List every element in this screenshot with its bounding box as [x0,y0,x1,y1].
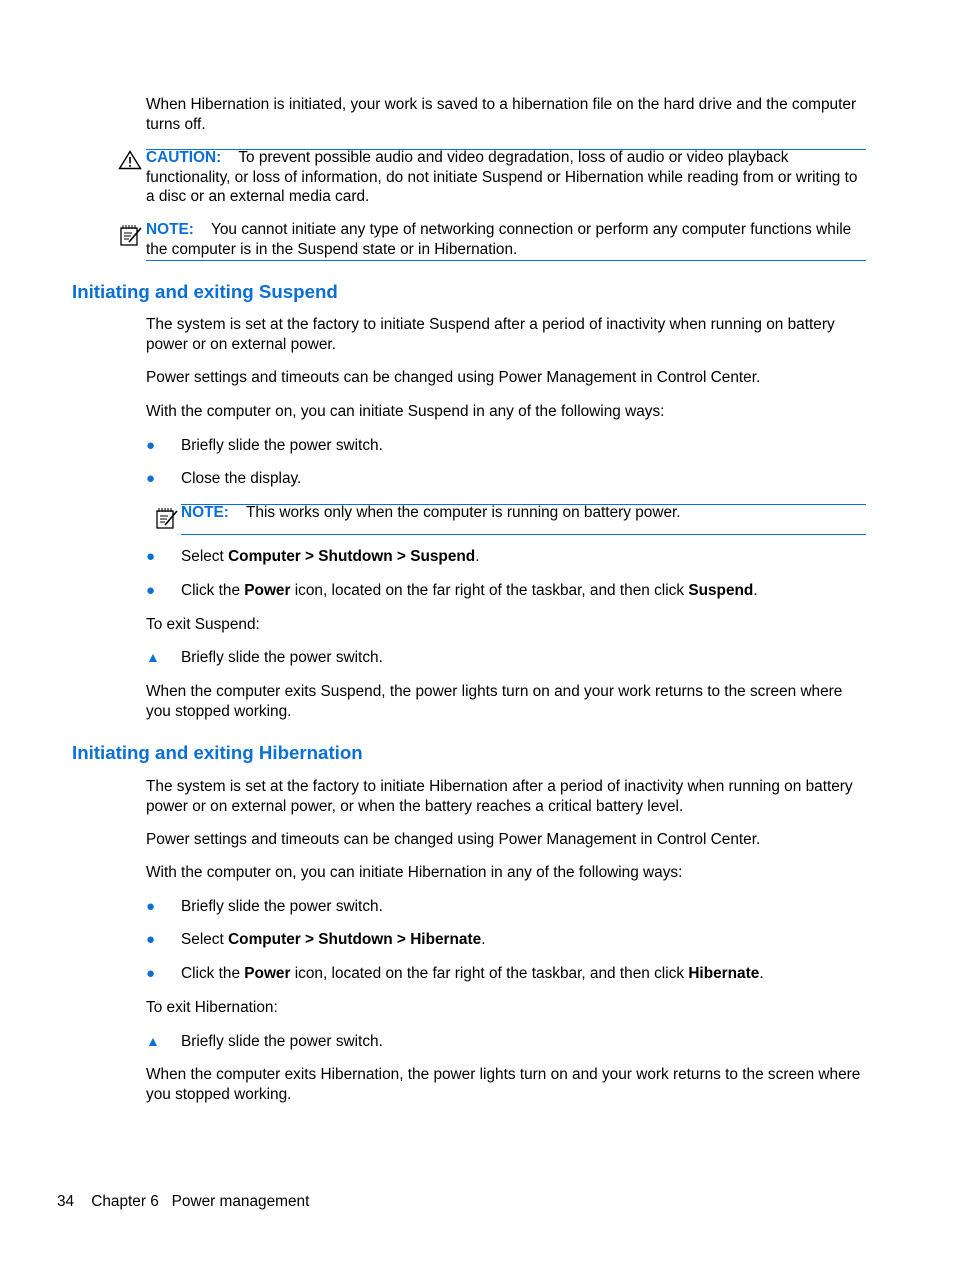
bullet-icon: ● [146,437,156,454]
note-text: This works only when the computer is running on battery power. [246,504,681,521]
hibernation-paragraph-end: When the computer exits Hibernation, the power lights turn on and your work returns to the screen where you stopped working. [146,1066,861,1103]
suspend-exit-label: To exit Suspend: [146,616,260,633]
suspend-paragraph-end: When the computer exits Suspend, the power lights turn on and your work returns to the screen where you stopped working. [146,683,843,720]
step-triangle-icon: ▲ [146,1033,160,1049]
suspend-bullet-3: Select Computer > Shutdown > Suspend. [181,548,480,565]
hibernation-paragraph-2: Power settings and timeouts can be changed using Power Management in Control Center. [146,831,761,848]
suspend-bullet-2: Close the display. [181,470,302,487]
suspend-bullet-4: Click the Power icon, located on the far right of the taskbar, and then click Suspend. [181,582,758,599]
suspend-exit-step: Briefly slide the power switch. [181,649,383,666]
caution-block [146,148,868,207]
footer-chapter: Chapter 6 [91,1193,159,1210]
note-block [146,220,868,259]
footer-title: Power management [171,1193,310,1210]
suspend-note-block [181,503,871,523]
hibernation-exit-label: To exit Hibernation: [146,999,278,1016]
section-heading-hibernation: Initiating and exiting Hibernation [72,742,363,763]
warning-icon [118,150,142,170]
hibernation-bullet-1: Briefly slide the power switch. [181,898,383,915]
caution-text: To prevent possible audio and video degradation, loss of audio or video playback functionality, or loss of information, do not initiate Suspend or Hibernation while reading from or writing to a disc or an external media card. [146,149,858,206]
bullet-icon: ● [146,898,156,915]
hibernation-bullet-3: Click the Power icon, located on the far right of the taskbar, and then click Hibernate. [181,965,764,982]
bullet-icon: ● [146,965,156,982]
hibernation-bullet-2: Select Computer > Shutdown > Hibernate. [181,931,486,948]
bullet-icon: ● [146,582,156,599]
section-heading-suspend: Initiating and exiting Suspend [72,281,338,302]
step-triangle-icon: ▲ [146,649,160,665]
suspend-bullet-1: Briefly slide the power switch. [181,437,383,454]
note-icon [154,505,180,531]
page-number: 34 [57,1193,75,1210]
hibernation-paragraph-1: The system is set at the factory to initiate Hibernation after a period of inactivity when running on battery power or on external power, or when the battery reaches a critical battery level. [146,778,853,815]
hibernation-paragraph-3: With the computer on, you can initiate Hibernation in any of the following ways: [146,864,683,881]
bullet-icon: ● [146,470,156,487]
note-label: NOTE: [146,221,194,238]
suspend-paragraph-3: With the computer on, you can initiate Suspend in any of the following ways: [146,403,665,420]
suspend-paragraph-1: The system is set at the factory to initiate Suspend after a period of inactivity when running on battery power or on external power. [146,316,835,353]
bullet-icon: ● [146,931,156,948]
note-text: You cannot initiate any type of networking connection or perform any computer functions while the computer is in the Suspend state or in Hibernation. [146,221,852,258]
suspend-paragraph-2: Power settings and timeouts can be changed using Power Management in Control Center. [146,369,761,386]
intro-paragraph: When Hibernation is initiated, your work is saved to a hibernation file on the hard drive and the computer turns off. [146,96,857,133]
hibernation-exit-step: Briefly slide the power switch. [181,1033,383,1050]
note-icon [118,222,144,248]
note-bottom-rule [146,260,866,261]
suspend-note-bottom-rule [181,534,866,535]
note-label: NOTE: [181,504,229,521]
bullet-icon: ● [146,548,156,565]
caution-label: CAUTION: [146,149,222,166]
page-footer [57,1192,309,1212]
